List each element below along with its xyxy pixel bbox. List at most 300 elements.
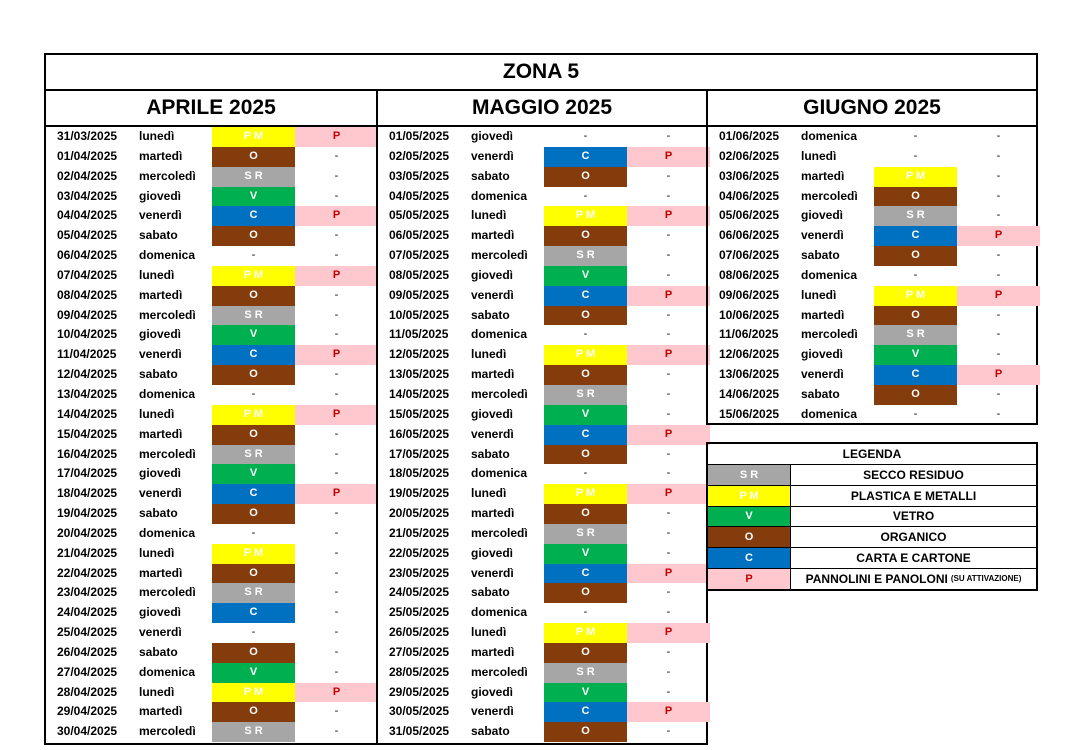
date-cell: 04/05/2025 [389,188,450,203]
diaper-collection-cell: - [334,546,339,559]
collection-code-cell: P M [544,206,627,226]
diaper-collection-cell: - [334,586,339,599]
diaper-collection-cell: - [996,189,1001,202]
weekday-cell: mercoledì [139,585,196,600]
calendar-row [46,266,376,286]
date-cell: 22/05/2025 [389,545,450,560]
weekday-cell: mercoledì [471,386,528,401]
legend-code: S R [708,465,791,485]
weekday-cell: sabato [801,248,840,263]
weekday-cell: martedì [139,426,183,441]
date-cell: 17/05/2025 [389,446,450,461]
collection-code-cell: O [212,425,295,445]
diaper-collection-cell: - [666,725,671,738]
date-cell: 14/04/2025 [57,406,118,421]
diaper-collection-cell: - [666,645,671,658]
calendar-row [46,286,376,306]
date-cell: 29/05/2025 [389,684,450,699]
legend-note: (SU ATTIVAZIONE) [950,574,1022,584]
diaper-collection-cell: - [334,229,339,242]
collection-code-cell: O [874,385,957,405]
date-cell: 06/06/2025 [719,228,780,243]
collection-code-cell: O [544,167,627,187]
collection-code-cell: P M [212,544,295,564]
weekday-cell: venerdì [139,208,182,223]
date-cell: 14/05/2025 [389,386,450,401]
calendar-row [46,345,376,365]
legend-row [708,507,1036,528]
date-cell: 02/05/2025 [389,148,450,163]
collection-code-cell: P M [212,266,295,286]
diaper-collection-cell: - [334,249,339,262]
collection-code-cell: O [212,147,295,167]
calendar-row [46,226,376,246]
calendar-row [708,147,1036,167]
collection-code-cell: V [212,325,295,345]
calendar-row [46,306,376,326]
date-cell: 18/05/2025 [389,466,450,481]
collection-code-cell: V [874,345,957,365]
collection-code-cell: O [212,226,295,246]
calendar-row [46,405,376,425]
calendar-row [46,702,376,722]
calendar-row [46,722,376,742]
calendar-row [708,325,1036,345]
weekday-cell: sabato [471,724,510,739]
date-cell: 11/04/2025 [57,347,117,362]
diaper-collection-cell: - [334,427,339,440]
diaper-collection-cell: P [627,345,710,365]
weekday-cell: martedì [471,228,515,243]
collection-code-cell: C [212,603,295,623]
diaper-collection-cell: - [334,149,339,162]
weekday-cell: lunedì [801,148,837,163]
collection-code-cell: S R [212,306,295,326]
date-cell: 17/04/2025 [57,466,118,481]
legend-code: P [708,569,791,589]
date-cell: 04/04/2025 [57,208,118,223]
collection-code-cell: O [212,702,295,722]
date-cell: 10/04/2025 [57,327,118,342]
collection-code-cell: P M [212,405,295,425]
date-cell: 13/06/2025 [719,367,780,382]
diaper-collection-cell: P [627,147,710,167]
collection-code-cell: S R [212,445,295,465]
date-cell: 24/04/2025 [57,605,118,620]
calendar-row [378,583,706,603]
collection-code-cell: - [583,328,588,341]
weekday-cell: mercoledì [139,168,196,183]
calendar-row [46,425,376,445]
calendar-row [46,325,376,345]
month-may [376,89,708,745]
diaper-collection-cell: P [957,226,1040,246]
date-cell: 25/05/2025 [389,605,450,620]
calendar-row [378,643,706,663]
calendar-row [378,147,706,167]
diaper-collection-cell: - [334,526,339,539]
calendar-row [378,405,706,425]
date-cell: 31/05/2025 [389,724,450,739]
collection-code-cell: C [544,147,627,167]
date-cell: 03/05/2025 [389,168,450,183]
calendar-row [378,306,706,326]
date-cell: 01/06/2025 [719,129,780,143]
calendar-row [708,365,1036,385]
date-cell: 20/04/2025 [57,525,118,540]
month-june [706,89,1038,425]
weekday-cell: domenica [471,327,528,342]
collection-code-cell: - [913,268,918,281]
weekday-cell: martedì [471,367,515,382]
calendar-row [708,306,1036,326]
diaper-collection-cell: P [627,484,710,504]
calendar-row [378,425,706,445]
diaper-collection-cell: - [334,387,339,400]
diaper-collection-cell: P [627,286,710,306]
diaper-collection-cell: - [666,249,671,262]
calendar-row [378,683,706,703]
calendar-row [378,603,706,623]
diaper-collection-cell: - [334,705,339,718]
weekday-cell: giovedì [139,327,182,342]
diaper-collection-cell: - [666,507,671,520]
date-cell: 08/06/2025 [719,267,780,282]
calendar-row [708,246,1036,266]
calendar-row [378,246,706,266]
diaper-collection-cell: - [666,229,671,242]
collection-code-cell: - [913,407,918,420]
weekday-cell: giovedì [471,684,514,699]
diaper-collection-cell: - [666,447,671,460]
calendar-row [46,564,376,584]
date-cell: 25/04/2025 [57,625,118,640]
calendar-row [378,266,706,286]
diaper-collection-cell: - [996,249,1001,262]
date-cell: 30/04/2025 [57,724,118,739]
collection-code-cell: - [251,626,256,639]
calendar-row [378,663,706,683]
legend-label-text: CARTA E CARTONE [856,551,971,566]
calendar-row [46,583,376,603]
weekday-cell: venerdì [471,287,514,302]
weekday-cell: giovedì [139,466,182,481]
collection-code-cell: S R [212,583,295,603]
date-cell: 05/04/2025 [57,228,118,243]
weekday-cell: venerdì [471,148,514,163]
diaper-collection-cell: - [996,387,1001,400]
date-cell: 07/06/2025 [719,248,780,263]
collection-code-cell: S R [544,524,627,544]
weekday-cell: domenica [139,248,196,263]
collection-code-cell: V [544,683,627,703]
date-cell: 05/05/2025 [389,208,450,223]
calendar-row [708,405,1036,425]
date-cell: 02/06/2025 [719,148,780,163]
diaper-collection-cell: P [627,623,710,643]
legend-label [791,507,1036,527]
date-cell: 24/05/2025 [389,585,450,600]
legend-label [791,569,1036,589]
month-rows [708,127,1036,425]
diaper-collection-cell: P [957,286,1040,306]
calendar-row [46,683,376,703]
collection-code-cell: - [913,149,918,162]
date-cell: 27/04/2025 [57,664,118,679]
date-cell: 19/05/2025 [389,486,450,501]
date-cell: 28/04/2025 [57,684,118,699]
weekday-cell: domenica [471,605,528,620]
diaper-collection-cell: - [666,387,671,400]
diaper-collection-cell: - [334,507,339,520]
calendar-row [46,544,376,564]
collection-code-cell: S R [874,206,957,226]
diaper-collection-cell: - [334,566,339,579]
weekday-cell: venerdì [471,704,514,719]
collection-code-cell: O [212,365,295,385]
legend-code: O [708,527,791,547]
calendar-row [708,286,1036,306]
calendar-row [46,603,376,623]
date-cell: 12/04/2025 [57,367,118,382]
weekday-cell: lunedì [139,545,175,560]
weekday-cell: domenica [801,267,858,282]
date-cell: 03/06/2025 [719,168,780,183]
legend-code: P M [708,486,791,506]
calendar-row [378,385,706,405]
collection-code-cell: C [212,484,295,504]
legend-row [708,486,1036,507]
date-cell: 26/05/2025 [389,625,450,640]
weekday-cell: sabato [139,367,178,382]
weekday-cell: domenica [471,188,528,203]
calendar-row [46,127,376,147]
diaper-collection-cell: P [295,266,378,286]
weekday-cell: venerdì [801,367,844,382]
collection-code-cell: O [544,226,627,246]
calendar-row [378,206,706,226]
date-cell: 15/06/2025 [719,406,780,421]
legend [706,442,1038,591]
collection-code-cell: O [544,306,627,326]
collection-code-cell: O [544,643,627,663]
weekday-cell: lunedì [139,267,175,282]
weekday-cell: martedì [801,307,845,322]
weekday-cell: giovedì [471,545,514,560]
collection-code-cell: P M [544,484,627,504]
collection-code-cell: C [544,425,627,445]
weekday-cell: lunedì [139,406,175,421]
date-cell: 10/06/2025 [719,307,780,322]
calendar-row [46,167,376,187]
calendar-row [46,206,376,226]
date-cell: 19/04/2025 [57,506,118,521]
collection-code-cell: P M [212,683,295,703]
date-cell: 16/05/2025 [389,426,450,441]
diaper-collection-cell: P [627,702,710,722]
collection-code-cell: C [212,206,295,226]
calendar-row [46,643,376,663]
diaper-collection-cell: P [295,345,378,365]
legend-label [791,548,1036,568]
calendar-row [46,365,376,385]
diaper-collection-cell: - [334,606,339,619]
calendar-row [46,385,376,405]
weekday-cell: sabato [139,506,178,521]
diaper-collection-cell: P [627,206,710,226]
diaper-collection-cell: - [666,368,671,381]
collection-code-cell: O [544,445,627,465]
zone-title: ZONA 5 [44,53,1038,91]
diaper-collection-cell: - [334,189,339,202]
calendar-row [708,167,1036,187]
diaper-collection-cell: - [996,209,1001,222]
calendar-row [378,623,706,643]
collection-code-cell: P M [212,127,295,147]
diaper-collection-cell: - [666,189,671,202]
date-cell: 15/05/2025 [389,406,450,421]
diaper-collection-cell: - [334,467,339,480]
weekday-cell: martedì [471,644,515,659]
calendar-row [378,167,706,187]
diaper-collection-cell: - [666,526,671,539]
date-cell: 31/03/2025 [57,129,118,143]
diaper-collection-cell: - [996,308,1001,321]
calendar-row [378,524,706,544]
weekday-cell: domenica [471,466,528,481]
calendar-row [46,246,376,266]
calendar-row [46,445,376,465]
calendar-row [378,365,706,385]
month-title: APRILE 2025 [46,91,376,127]
diaper-collection-cell: - [334,645,339,658]
weekday-cell: domenica [801,406,858,421]
weekday-cell: sabato [139,228,178,243]
weekday-cell: domenica [139,664,196,679]
weekday-cell: giovedì [139,605,182,620]
calendar-row [378,722,706,742]
date-cell: 21/04/2025 [57,545,118,560]
date-cell: 06/05/2025 [389,228,450,243]
collection-code-cell: S R [874,325,957,345]
date-cell: 27/05/2025 [389,644,450,659]
legend-label-text: SECCO RESIDUO [863,467,964,482]
weekday-cell: venerdì [471,565,514,580]
collection-code-cell: C [874,226,957,246]
diaper-collection-cell: - [666,308,671,321]
month-title: MAGGIO 2025 [378,91,706,127]
collection-code-cell: P M [874,167,957,187]
calendar-row [378,544,706,564]
diaper-collection-cell: P [295,683,378,703]
collection-code-cell: O [212,504,295,524]
legend-label [791,486,1036,506]
calendar-row [378,464,706,484]
weekday-cell: mercoledì [801,327,858,342]
calendar-row [378,187,706,207]
weekday-cell: mercoledì [139,724,196,739]
month-rows [46,127,376,742]
diaper-collection-cell: - [666,130,671,142]
diaper-collection-cell: P [295,405,378,425]
date-cell: 10/05/2025 [389,307,450,322]
calendar-row [46,464,376,484]
date-cell: 18/04/2025 [57,486,118,501]
collection-code-cell: S R [544,246,627,266]
collection-code-cell: O [544,722,627,742]
diaper-collection-cell: - [666,665,671,678]
diaper-collection-cell: - [334,725,339,738]
legend-title: LEGENDA [708,444,1036,465]
weekday-cell: martedì [139,704,183,719]
date-cell: 08/05/2025 [389,267,450,282]
weekday-cell: lunedì [801,287,837,302]
calendar-row [708,345,1036,365]
weekday-cell: giovedì [471,129,514,143]
legend-row [708,569,1036,589]
month-title: GIUGNO 2025 [708,91,1036,127]
collection-code-cell: C [544,564,627,584]
diaper-collection-cell: P [957,365,1040,385]
weekday-cell: mercoledì [139,307,196,322]
diaper-collection-cell: - [666,467,671,480]
weekday-cell: venerdì [471,426,514,441]
weekday-cell: sabato [471,585,510,600]
collection-code-cell: V [212,464,295,484]
weekday-cell: sabato [139,644,178,659]
diaper-collection-cell: - [334,308,339,321]
weekday-cell: martedì [139,565,183,580]
collection-code-cell: V [212,187,295,207]
calendar-row [378,226,706,246]
calendar-row [378,564,706,584]
legend-label [791,465,1036,485]
collection-code-cell: C [544,702,627,722]
date-cell: 29/04/2025 [57,704,118,719]
date-cell: 04/06/2025 [719,188,780,203]
diaper-collection-cell: - [996,268,1001,281]
calendar-row [708,266,1036,286]
date-cell: 01/05/2025 [389,129,450,143]
weekday-cell: martedì [139,287,183,302]
date-cell: 28/05/2025 [389,664,450,679]
collection-code-cell: V [544,405,627,425]
diaper-collection-cell: P [627,564,710,584]
collection-code-cell: C [544,286,627,306]
calendar-row [708,127,1036,147]
collection-code-cell: V [544,544,627,564]
weekday-cell: sabato [801,386,840,401]
collection-code-cell: - [583,467,588,480]
weekday-cell: venerdì [139,625,182,640]
diaper-collection-cell: - [666,407,671,420]
date-cell: 13/05/2025 [389,367,450,382]
calendar-row [378,484,706,504]
weekday-cell: martedì [139,148,183,163]
weekday-cell: giovedì [471,267,514,282]
calendar-row [46,484,376,504]
weekday-cell: lunedì [471,625,507,640]
collection-code-cell: S R [544,385,627,405]
diaper-collection-cell: - [996,348,1001,361]
date-cell: 11/05/2025 [389,327,449,342]
weekday-cell: giovedì [801,208,844,223]
weekday-cell: lunedì [471,347,507,362]
collection-code-cell: O [874,187,957,207]
diaper-collection-cell: - [334,626,339,639]
calendar-row [378,127,706,147]
date-cell: 01/04/2025 [57,148,118,163]
